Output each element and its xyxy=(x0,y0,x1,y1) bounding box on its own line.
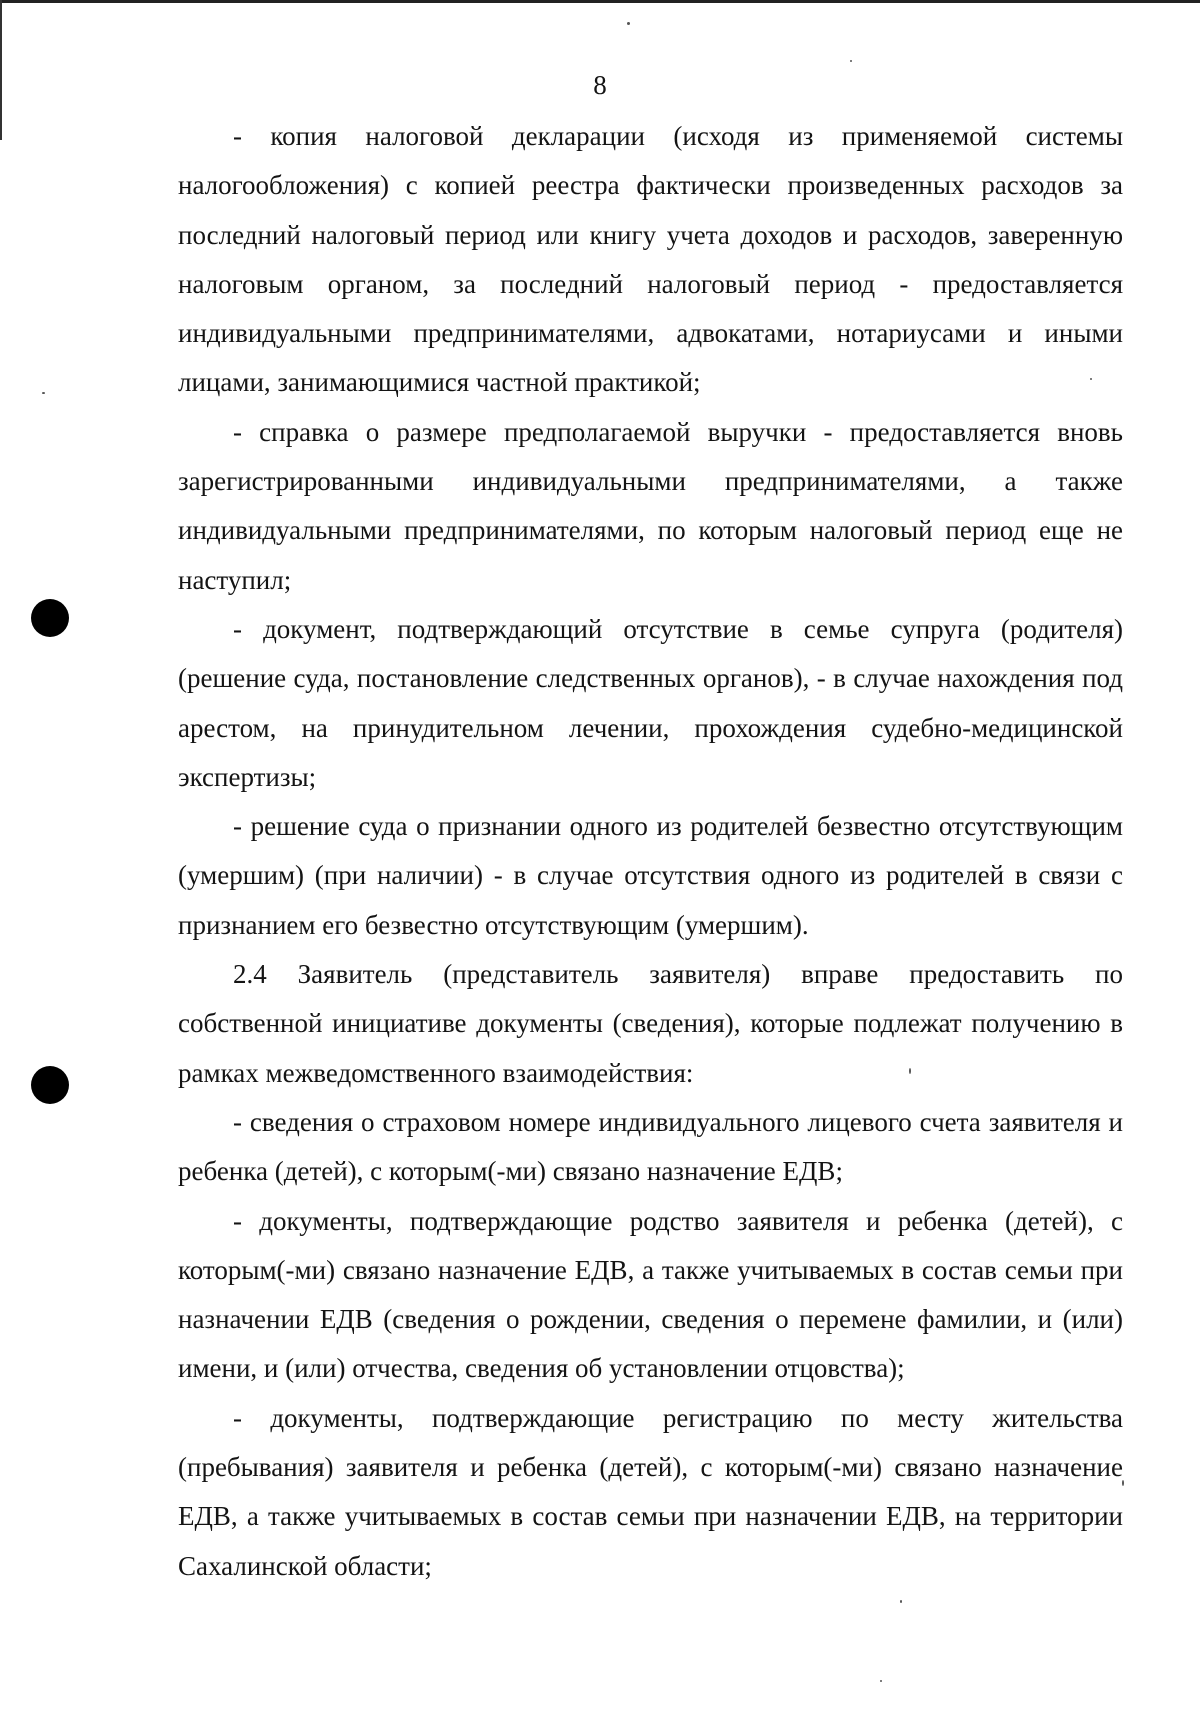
punch-hole-icon xyxy=(31,599,69,637)
scan-speck xyxy=(900,1600,902,1603)
paragraph-section-2-4: 2.4 Заявитель (представитель заявителя) вправе предоставить по собственной инициативе документы (сведения), которые подлежат получению в рамках межведомственного взаимодействия: xyxy=(178,959,1123,1088)
paragraph-registration-documents: - документы, подтверждающие регистрацию по месту жительства (пребывания) заявителя и ребенка (детей), с которым(-ми) связано назначение ЕДВ, а также учитываемых в состав семьи при назначении ЕДВ, на территории Сахалинской области; xyxy=(178,1402,1123,1581)
punch-hole-icon xyxy=(31,1066,69,1104)
scan-speck xyxy=(850,60,852,62)
document-body xyxy=(178,112,1123,1591)
scan-speck xyxy=(880,1680,882,1682)
scan-speck xyxy=(627,22,630,25)
paragraph-absence-document: - документ, подтверждающий отсутствие в семье супруга (родителя) (решение суда, постановление следственных органов), - в случае нахождения под арестом, на принудительном лечении, прохождения судебно-медицинской экспертизы; xyxy=(178,613,1123,792)
page-top-edge xyxy=(0,0,1200,3)
paragraph-tax-declaration: - копия налоговой декларации (исходя из применяемой системы налогообложения) с копией реестра фактически произведенных расходов за последний налоговый период или книгу учета доходов и расходов, заверенную налоговым органом, за последний налоговый период - предоставляется индивидуальными предпринимателями, адвокатами, нотариусами и иными лицами, занимающимися частной практикой; xyxy=(178,121,1123,398)
paragraph-kinship-documents: - документы, подтверждающие родство заявителя и ребенка (детей), с которым(-ми) связано назначение ЕДВ, а также учитываемых в состав семьи при назначении ЕДВ (сведения о рождении, сведения о перемене фамилии, и (или) имени, и (или) отчества, сведения об установлении отцовства); xyxy=(178,1205,1123,1384)
paragraph-court-decision: - решение суда о признании одного из родителей безвестно отсутствующим (умершим) (при наличии) - в случае отсутствия одного из родителей в связи с признанием его безвестно отсутствующим (умершим). xyxy=(178,811,1123,940)
paragraph-revenue-certificate: - справка о размере предполагаемой выручки - предоставляется вновь зарегистрированными индивидуальными предпринимателями, а также индивидуальными предпринимателями, по которым налоговый период еще не наступил; xyxy=(178,416,1123,595)
scan-speck xyxy=(42,392,45,394)
page-number: 8 xyxy=(593,70,607,100)
paragraph-insurance-number: - сведения о страховом номере индивидуального лицевого счета заявителя и ребенка (детей), с которым(-ми) связано назначение ЕДВ; xyxy=(178,1106,1123,1187)
